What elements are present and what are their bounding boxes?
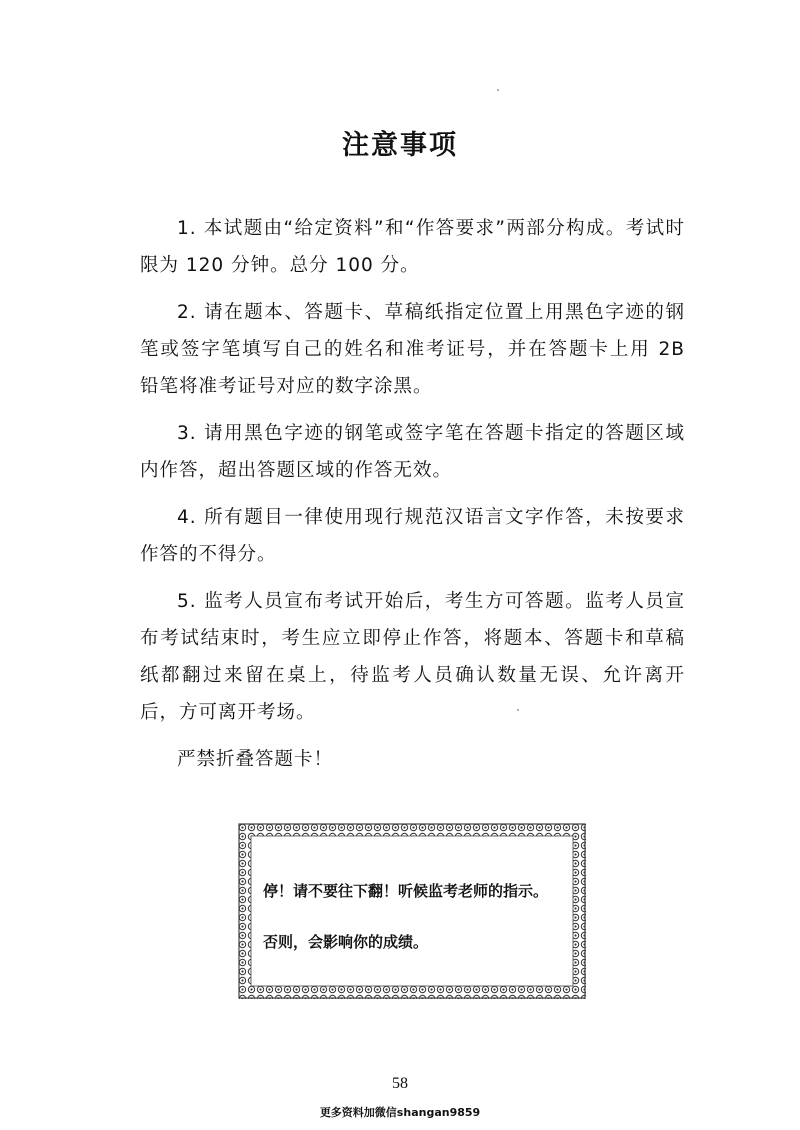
stop-consequence: 否则，会影响你的成绩。 xyxy=(263,933,429,951)
note-item-3: 3. 请用黑色字迹的钢笔或签字笔在答题卡指定的答题区域内作答，超出答题区域的作答无效。 xyxy=(140,423,685,481)
page-number: 58 xyxy=(392,1075,408,1092)
page-title: 注意事项 xyxy=(342,130,458,161)
footer-contact: 更多资料加微信shangan9859 xyxy=(319,1106,481,1119)
stop-instruction: 停！请不要往下翻！听候监考老师的指示。 xyxy=(263,882,549,900)
warning-text: 严禁折叠答题卡！ xyxy=(177,749,334,770)
scan-speck xyxy=(497,89,499,91)
note-item-5: 5. 监考人员宣布考试开始后，考生方可答题。监考人员宣布考试结束时，考生应立即停止作答，将题本、答题卡和草稿纸都翻过来留在桌上，待监考人员确认数量无误、允许离开后，方可离开考场。 xyxy=(140,591,685,723)
notes-list xyxy=(140,210,685,778)
note-item-4: 4. 所有题目一律使用现行规范汉语言文字作答，未按要求作答的不得分。 xyxy=(140,507,685,565)
note-item-1: 1. 本试题由“给定资料”和“作答要求”两部分构成。考试时限为 120 分钟。总分 100 分。 xyxy=(140,218,685,276)
decorative-border xyxy=(238,823,586,999)
stop-notice-box xyxy=(238,823,586,999)
note-item-2: 2. 请在题本、答题卡、草稿纸指定位置上用黑色字迹的钢笔或签字笔填写自己的姓名和准考证号，并在答题卡上用 2B 铅笔将准考证号对应的数字涂黑。 xyxy=(140,302,685,397)
